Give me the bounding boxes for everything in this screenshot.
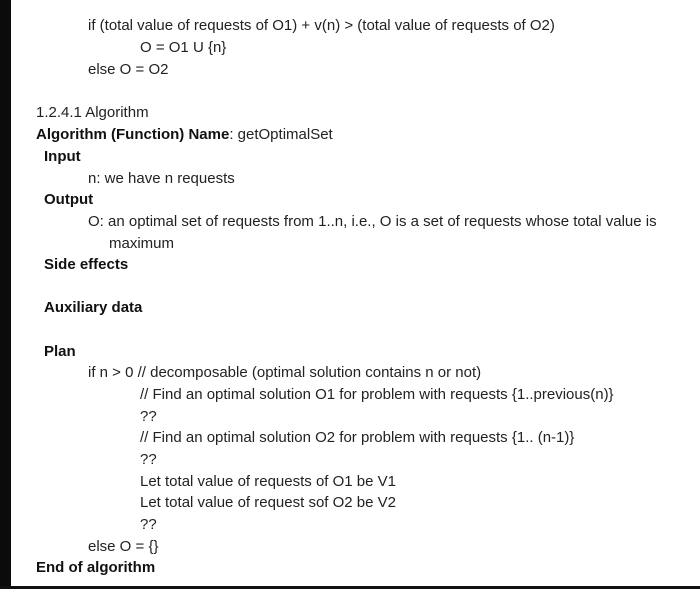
auxiliary-data-label: Auxiliary data [44,299,143,316]
section-heading: 1.2.4.1 Algorithm [36,104,149,121]
plan-line-8: ?? [140,516,157,533]
algorithm-name-label: Algorithm (Function) Name [36,126,230,143]
plan-line-1: if n > 0 // decomposable (optimal solution contains n or not) [88,364,482,381]
output-label: Output [44,191,94,208]
plan-line-6: Let total value of requests of O1 be V1 [140,473,396,490]
plan-line-5: ?? [140,451,157,468]
side-effects-label: Side effects [44,256,129,273]
left-border [0,0,11,589]
intro-else-line: else O = O2 [88,61,169,78]
plan-line-3: ?? [140,408,157,425]
plan-line-4: // Find an optimal solution O2 for problem with requests {1.. (n-1)} [140,429,575,446]
plan-label: Plan [44,343,76,360]
algorithm-name-value: : getOptimalSet [229,126,333,143]
input-value: n: we have n requests [88,170,235,187]
algorithm-name-row [36,126,333,144]
output-value-line-2: maximum [109,235,175,252]
plan-line-9: else O = {} [88,538,159,555]
input-label: Input [44,148,81,165]
intro-condition-line: if (total value of requests of O1) + v(n) > (total value of requests of O2) [88,17,555,34]
output-value-line-1: O: an optimal set of requests from 1..n, i.e., O is a set of requests whose total value is [88,213,657,230]
plan-line-7: Let total value of request sof O2 be V2 [140,494,396,511]
plan-line-2: // Find an optimal solution O1 for problem with requests {1..previous(n)} [140,386,614,403]
intro-assign-line: O = O1 U {n} [140,39,227,56]
end-of-algorithm-label: End of algorithm [36,559,156,576]
